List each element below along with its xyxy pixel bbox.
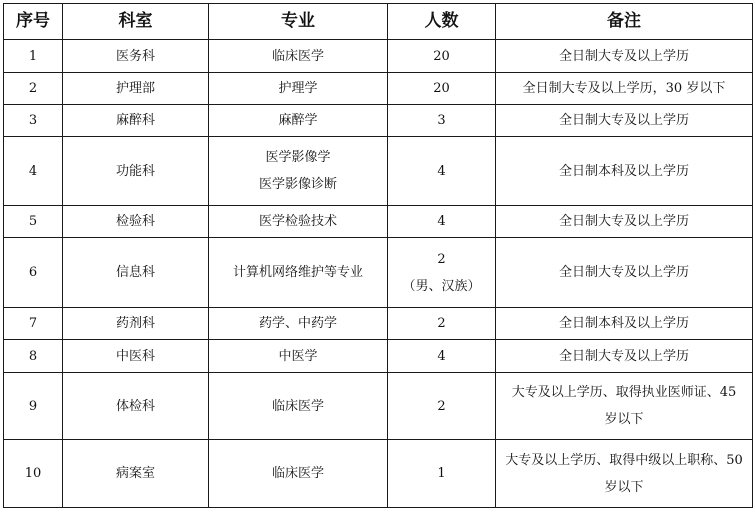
cell-department: 功能科: [63, 137, 209, 206]
cell-count-line: 4: [437, 214, 446, 229]
cell-major-line: 计算机网络维护等专业: [232, 265, 363, 280]
cell-notes-line: 全日制大专及以上学历: [558, 113, 689, 128]
cell-index: 4: [4, 137, 63, 206]
table-row: [4, 440, 753, 508]
table-row: [4, 206, 753, 238]
table-row: [4, 308, 753, 340]
cell-major-line: 医学检验技术: [258, 214, 337, 229]
cell-count: [388, 206, 496, 238]
cell-notes-line: 岁以下: [604, 412, 644, 427]
cell-notes: [496, 105, 753, 137]
cell-index: 3: [4, 105, 63, 137]
cell-count-line: 4: [437, 163, 446, 179]
cell-count: [388, 238, 496, 308]
cell-notes-line: 岁以下: [604, 479, 644, 495]
cell-notes-line: 全日制大专及以上学历，30 岁以下: [522, 81, 726, 96]
cell-major-line: 临床医学: [271, 48, 324, 64]
cell-major: [209, 105, 388, 137]
cell-notes-line: 大专及以上学历、取得中级以上职称、50: [505, 452, 743, 468]
cell-count: [388, 308, 496, 340]
cell-notes: [496, 440, 753, 508]
cell-department: 麻醉科: [63, 105, 209, 137]
cell-count: [388, 73, 496, 105]
cell-count-line: 4: [437, 348, 446, 364]
cell-count: [388, 40, 496, 73]
header-notes: 备注: [496, 4, 753, 40]
cell-notes: [496, 73, 753, 105]
cell-department: 信息科: [63, 238, 209, 308]
cell-count-line: 2: [437, 251, 446, 267]
cell-major-line: 中医学: [278, 348, 318, 364]
cell-index: 8: [4, 340, 63, 373]
cell-department: 医务科: [63, 40, 209, 73]
cell-major: [209, 73, 388, 105]
cell-count-line: 20: [433, 81, 450, 96]
cell-count: [388, 373, 496, 440]
cell-major-line: 医学影像诊断: [258, 177, 337, 192]
cell-notes-line: 全日制大专及以上学历: [558, 214, 689, 229]
cell-count: [388, 105, 496, 137]
table-row: [4, 137, 753, 206]
cell-count-line: （男、汉族）: [402, 278, 481, 294]
cell-major-line: 护理学: [278, 81, 318, 96]
cell-major: [209, 340, 388, 373]
cell-notes-line: 全日制本科及以上学历: [558, 316, 689, 331]
cell-index: 10: [4, 440, 63, 508]
cell-major-line: 麻醉学: [278, 113, 318, 128]
cell-major-line: 临床医学: [271, 466, 324, 481]
cell-count: [388, 137, 496, 206]
header-major: 专业: [209, 4, 388, 40]
cell-notes-line: 全日制大专及以上学历: [558, 348, 689, 364]
cell-notes: [496, 40, 753, 73]
header-count: 人数: [388, 4, 496, 40]
cell-notes: [496, 238, 753, 308]
header-department: 科室: [63, 4, 209, 40]
cell-major: [209, 373, 388, 440]
cell-count: [388, 440, 496, 508]
cell-department: 中医科: [63, 340, 209, 373]
cell-index: 7: [4, 308, 63, 340]
cell-department: 药剂科: [63, 308, 209, 340]
cell-major-line: 医学影像学: [265, 150, 331, 165]
cell-department: 护理部: [63, 73, 209, 105]
table-row: [4, 73, 753, 105]
cell-count-line: 20: [433, 48, 450, 64]
table-row: [4, 40, 753, 73]
table-row: [4, 340, 753, 373]
table-row: [4, 238, 753, 308]
cell-notes: [496, 137, 753, 206]
cell-major: [209, 440, 388, 508]
cell-index: 5: [4, 206, 63, 238]
cell-notes: [496, 373, 753, 440]
cell-index: 6: [4, 238, 63, 308]
recruitment-table: [3, 3, 753, 508]
table-row: [4, 105, 753, 137]
header-index: 序号: [4, 4, 63, 40]
table-body: [4, 40, 753, 508]
cell-major: [209, 308, 388, 340]
cell-major-line: 临床医学: [271, 398, 324, 414]
cell-notes: [496, 308, 753, 340]
cell-department: 体检科: [63, 373, 209, 440]
cell-index: 1: [4, 40, 63, 73]
cell-count-line: 1: [437, 466, 446, 481]
cell-major: [209, 137, 388, 206]
cell-department: 病案室: [63, 440, 209, 508]
cell-index: 2: [4, 73, 63, 105]
cell-notes: [496, 340, 753, 373]
cell-notes-line: 全日制本科及以上学历: [558, 163, 689, 179]
cell-major: [209, 238, 388, 308]
cell-count-line: 3: [437, 113, 446, 128]
table-row: [4, 373, 753, 440]
cell-notes-line: 全日制大专及以上学历: [558, 265, 689, 280]
cell-notes: [496, 206, 753, 238]
cell-major: [209, 40, 388, 73]
cell-department: 检验科: [63, 206, 209, 238]
cell-major-line: 药学、中药学: [258, 316, 337, 331]
cell-notes-line: 全日制大专及以上学历: [558, 48, 689, 64]
table-header-row: [4, 4, 753, 40]
cell-count-line: 2: [437, 316, 446, 331]
cell-notes-line: 大专及以上学历、取得执业医师证、45: [511, 385, 737, 400]
cell-major: [209, 206, 388, 238]
cell-count-line: 2: [437, 398, 446, 414]
cell-count: [388, 340, 496, 373]
cell-index: 9: [4, 373, 63, 440]
